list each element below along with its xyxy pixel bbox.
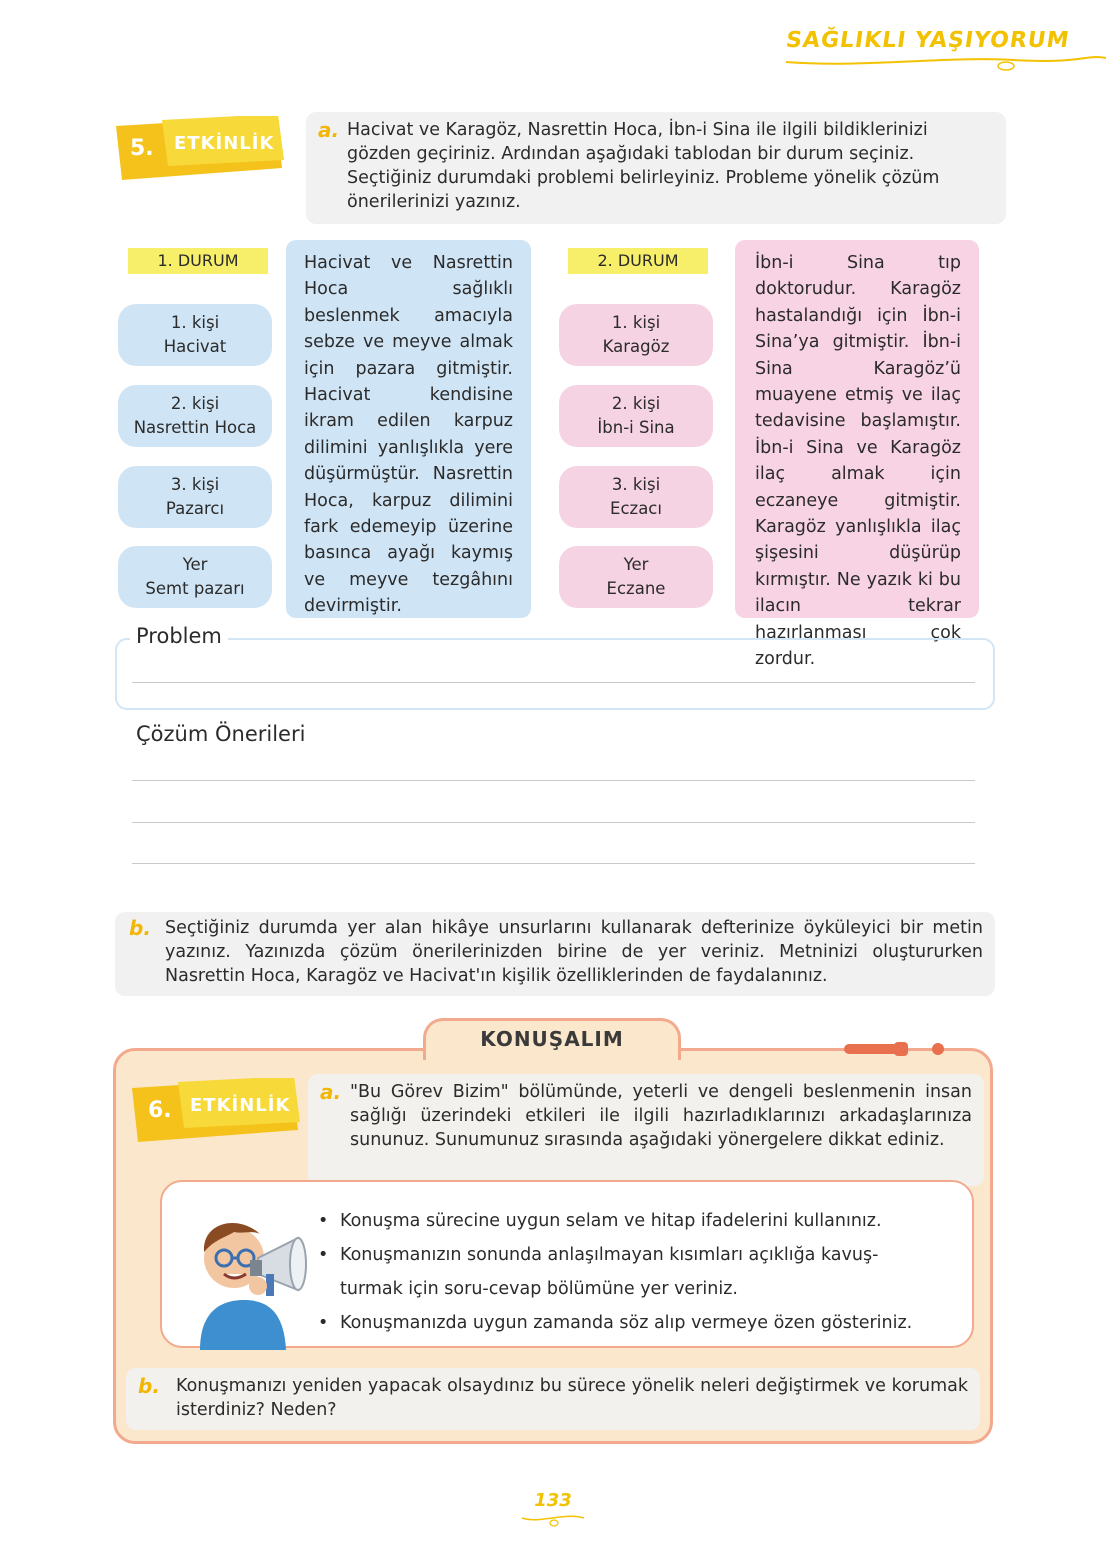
speaking-instruction-a-box <box>308 1074 984 1186</box>
place-role: Yer <box>623 555 649 574</box>
situation-1-tag: 1. DURUM <box>128 248 268 274</box>
item-letter-b: b. <box>138 1374 160 1398</box>
title-underline-decoration <box>784 50 1106 74</box>
person-name: Hacivat <box>163 337 227 356</box>
problem-writing-line[interactable] <box>132 682 975 683</box>
instruction-b-box <box>115 912 995 996</box>
activity-number: 6. <box>148 1098 172 1123</box>
guideline-item <box>318 1306 958 1340</box>
person-name: Pazarcı <box>165 499 225 518</box>
person-card <box>559 304 713 366</box>
guideline-text: Konuşma sürecine uygun selam ve hitap ifadelerini kullanınız. <box>340 1211 882 1231</box>
bullet-icon: • <box>318 1211 329 1231</box>
place-card <box>559 546 713 608</box>
solutions-label: Çözüm Önerileri <box>136 722 306 746</box>
speaking-title: KONUŞALIM <box>480 1027 624 1051</box>
activity-number: 5. <box>130 136 154 161</box>
guidelines-list <box>318 1204 958 1340</box>
guideline-text: Konuşmanızda uygun zamanda söz alıp vermeye özen gösteriniz. <box>340 1313 913 1333</box>
problem-label: Problem <box>130 624 228 648</box>
person-card <box>559 385 713 447</box>
solution-writing-line[interactable] <box>132 863 975 864</box>
guideline-text-continued: turmak için soru-cevap bölümüne yer veriniz. <box>340 1279 738 1299</box>
situation-2-story: İbn-i Sina tıp doktorudur. Karagöz hastalandığı için İbn-i Sina’ya gitmiştir. İbn-i Sina Karagöz’ü muayene etmiş ve ilaç tedavisine başlamıştır. İbn-i Sina ve Karagöz ilaç almak için eczaneye gitmiştir. Karagöz yanlışlıkla ilaç şişesini düşürüp kırmıştır. Ne yazık ki bu ilacın tekrar hazırlanması çok zordur. <box>735 240 979 618</box>
activity-5-badge <box>116 116 284 180</box>
person-role: 3. kişi <box>170 475 220 494</box>
solution-writing-line[interactable] <box>132 822 975 823</box>
activity-label: ETKİNLİK <box>190 1095 291 1116</box>
problem-answer-box[interactable] <box>115 638 995 710</box>
chapter-title: SAĞLIKLI YAŞIYORUM <box>784 28 1072 53</box>
guideline-item <box>318 1204 958 1238</box>
guideline-item <box>318 1238 958 1272</box>
person-name: Eczacı <box>610 499 662 518</box>
person-name: Nasrettin Hoca <box>133 418 257 437</box>
bullet-icon: • <box>318 1245 329 1265</box>
person-role: 3. kişi <box>611 475 661 494</box>
person-name: İbn-i Sina <box>597 418 675 437</box>
speaking-instruction-a-text: "Bu Görev Bizim" bölümünde, yeterli ve dengeli beslenmenin insan sağlığı üzerindeki etkileri ile ilgili hazırladıklarınızı arkadaşlarınıza sununuz. Sunumunuz sırasında aşağıdaki yönergelere dikkat ediniz. <box>350 1082 972 1150</box>
page-number: 133 <box>534 1490 572 1511</box>
solution-writing-line[interactable] <box>132 780 975 781</box>
person-role: 1. kişi <box>170 313 220 332</box>
person-card <box>118 466 272 528</box>
person-card <box>118 304 272 366</box>
microphone-icon <box>842 1038 952 1062</box>
bullet-icon: • <box>318 1313 329 1333</box>
person-role: 2. kişi <box>611 394 661 413</box>
place-name: Eczane <box>606 579 666 598</box>
item-letter-b: b. <box>129 916 151 940</box>
person-name: Karagöz <box>602 337 670 356</box>
guideline-text: Konuşmanızın sonunda anlaşılmayan kısımları açıklığa kavuş- <box>340 1245 879 1265</box>
page-number-underline <box>520 1512 586 1528</box>
instruction-b-text: Seçtiğiniz durumda yer alan hikâye unsurlarını kullanarak defterinize öyküleyici bir metin yazınız. Yazınızda çözüm önerilerinizden birine de yer veriniz. Metninizi oluştururken Nasrettin Hoca, Karagöz ve Hacivat'ın kişilik özelliklerinden de faydalanınız. <box>165 918 983 986</box>
person-card <box>118 385 272 447</box>
place-role: Yer <box>182 555 208 574</box>
person-card <box>559 466 713 528</box>
speaking-instruction-b-text: Konuşmanızı yeniden yapacak olsaydınız bu sürece yönelik neleri değiştirmek ve korumak isterdiniz? Neden? <box>176 1376 968 1420</box>
activity-label: ETKİNLİK <box>174 133 275 154</box>
person-role: 2. kişi <box>170 394 220 413</box>
instruction-a-text: Hacivat ve Karagöz, Nasrettin Hoca, İbn-i Sina ile ilgili bildiklerinizi gözden geçiriniz. Ardından aşağıdaki tablodan bir durum seçiniz. Seçtiğiniz durumdaki problemi belirleyiniz. Probleme yönelik çözüm önerilerinizi yazınız. <box>347 120 940 212</box>
place-name: Semt pazarı <box>145 579 245 598</box>
activity-6-badge <box>132 1078 300 1142</box>
speaking-instruction-b-box <box>126 1368 980 1430</box>
instruction-a-box <box>306 112 1006 224</box>
situation-2-tag: 2. DURUM <box>568 248 708 274</box>
boy-with-megaphone-illustration <box>186 1208 310 1350</box>
situation-1-story: Hacivat ve Nasrettin Hoca sağlıklı beslenmek amacıyla sebze ve meyve almak için pazara gitmiştir. Hacivat kendisine ikram edilen karpuz dilimini yanlışlıkla yere düşürmüştür. Nasrettin Hoca, karpuz dilimini fark edemeyip üzerine basınca ayağı kaymış ve meyve tezgâhını devirmiştir. <box>286 240 531 618</box>
item-letter-a: a. <box>320 1080 342 1104</box>
item-letter-a: a. <box>318 118 340 142</box>
place-card <box>118 546 272 608</box>
person-role: 1. kişi <box>611 313 661 332</box>
